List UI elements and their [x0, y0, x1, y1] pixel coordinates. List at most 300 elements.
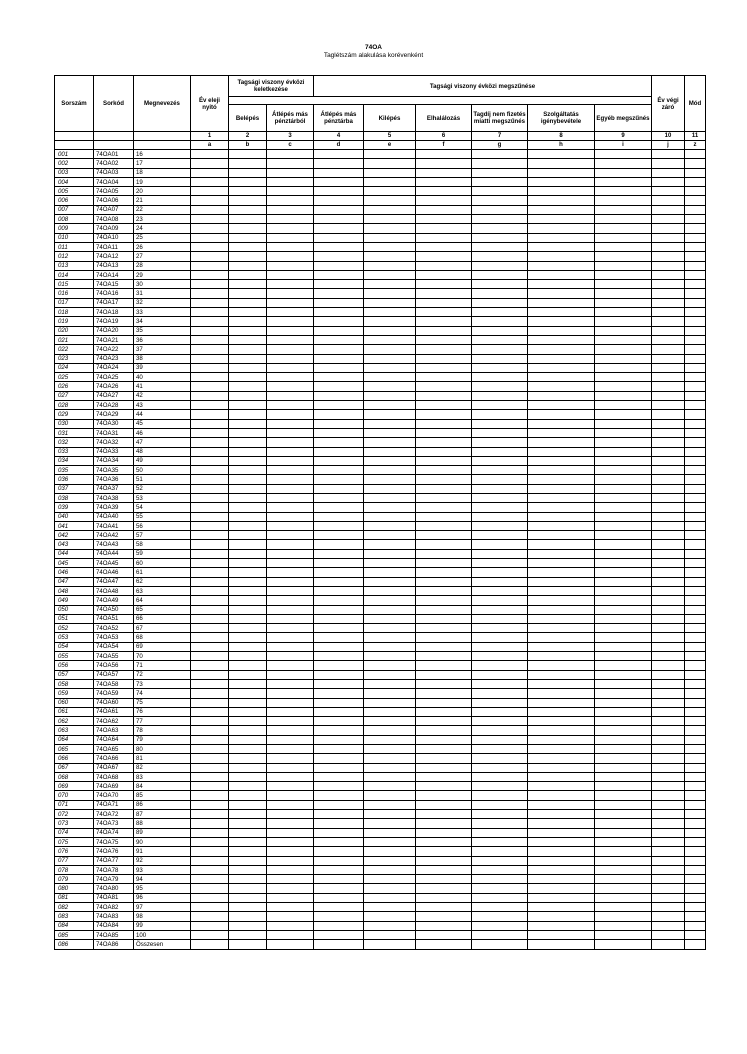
data-cell[interactable] [364, 652, 416, 661]
data-cell[interactable] [364, 754, 416, 763]
data-cell[interactable] [595, 373, 652, 382]
data-cell[interactable] [314, 624, 364, 633]
data-cell[interactable] [528, 884, 595, 893]
data-cell[interactable] [267, 912, 314, 921]
data-cell[interactable] [191, 577, 229, 586]
data-cell[interactable] [229, 503, 267, 512]
data-cell[interactable] [685, 745, 706, 754]
data-cell[interactable] [416, 847, 472, 856]
data-cell[interactable] [472, 438, 528, 447]
data-cell[interactable] [472, 847, 528, 856]
data-cell[interactable] [685, 187, 706, 196]
data-cell[interactable] [364, 605, 416, 614]
data-cell[interactable] [314, 717, 364, 726]
data-cell[interactable] [191, 856, 229, 865]
data-cell[interactable] [528, 624, 595, 633]
data-cell[interactable] [314, 428, 364, 437]
data-cell[interactable] [472, 893, 528, 902]
data-cell[interactable] [528, 596, 595, 605]
data-cell[interactable] [229, 540, 267, 549]
data-cell[interactable] [364, 884, 416, 893]
data-cell[interactable] [416, 884, 472, 893]
data-cell[interactable] [595, 187, 652, 196]
data-cell[interactable] [416, 428, 472, 437]
data-cell[interactable] [685, 503, 706, 512]
data-cell[interactable] [364, 624, 416, 633]
data-cell[interactable] [267, 633, 314, 642]
data-cell[interactable] [267, 391, 314, 400]
data-cell[interactable] [191, 475, 229, 484]
data-cell[interactable] [364, 707, 416, 716]
data-cell[interactable] [314, 382, 364, 391]
data-cell[interactable] [685, 847, 706, 856]
data-cell[interactable] [364, 689, 416, 698]
data-cell[interactable] [229, 549, 267, 558]
data-cell[interactable] [364, 735, 416, 744]
data-cell[interactable] [416, 521, 472, 530]
data-cell[interactable] [652, 568, 685, 577]
data-cell[interactable] [528, 577, 595, 586]
data-cell[interactable] [267, 837, 314, 846]
data-cell[interactable] [685, 568, 706, 577]
data-cell[interactable] [191, 150, 229, 159]
data-cell[interactable] [191, 326, 229, 335]
data-cell[interactable] [364, 401, 416, 410]
data-cell[interactable] [267, 828, 314, 837]
data-cell[interactable] [191, 745, 229, 754]
data-cell[interactable] [191, 661, 229, 670]
data-cell[interactable] [685, 633, 706, 642]
data-cell[interactable] [685, 800, 706, 809]
data-cell[interactable] [267, 382, 314, 391]
data-cell[interactable] [191, 242, 229, 251]
data-cell[interactable] [472, 549, 528, 558]
data-cell[interactable] [416, 642, 472, 651]
data-cell[interactable] [595, 345, 652, 354]
data-cell[interactable] [229, 168, 267, 177]
data-cell[interactable] [528, 280, 595, 289]
data-cell[interactable] [314, 689, 364, 698]
data-cell[interactable] [191, 670, 229, 679]
data-cell[interactable] [652, 828, 685, 837]
data-cell[interactable] [685, 856, 706, 865]
data-cell[interactable] [314, 726, 364, 735]
data-cell[interactable] [191, 903, 229, 912]
data-cell[interactable] [364, 596, 416, 605]
data-cell[interactable] [416, 261, 472, 270]
data-cell[interactable] [191, 912, 229, 921]
data-cell[interactable] [652, 633, 685, 642]
data-cell[interactable] [229, 782, 267, 791]
data-cell[interactable] [267, 717, 314, 726]
data-cell[interactable] [528, 754, 595, 763]
data-cell[interactable] [595, 215, 652, 224]
data-cell[interactable] [416, 828, 472, 837]
data-cell[interactable] [685, 735, 706, 744]
data-cell[interactable] [685, 698, 706, 707]
data-cell[interactable] [652, 614, 685, 623]
data-cell[interactable] [416, 698, 472, 707]
data-cell[interactable] [267, 326, 314, 335]
data-cell[interactable] [528, 893, 595, 902]
data-cell[interactable] [191, 940, 229, 949]
data-cell[interactable] [267, 754, 314, 763]
data-cell[interactable] [685, 168, 706, 177]
data-cell[interactable] [364, 521, 416, 530]
data-cell[interactable] [267, 150, 314, 159]
data-cell[interactable] [652, 456, 685, 465]
data-cell[interactable] [364, 930, 416, 939]
data-cell[interactable] [685, 419, 706, 428]
data-cell[interactable] [364, 549, 416, 558]
data-cell[interactable] [685, 819, 706, 828]
data-cell[interactable] [472, 270, 528, 279]
data-cell[interactable] [364, 670, 416, 679]
data-cell[interactable] [528, 921, 595, 930]
data-cell[interactable] [364, 410, 416, 419]
data-cell[interactable] [229, 875, 267, 884]
data-cell[interactable] [229, 893, 267, 902]
data-cell[interactable] [191, 261, 229, 270]
data-cell[interactable] [267, 605, 314, 614]
data-cell[interactable] [314, 317, 364, 326]
data-cell[interactable] [652, 354, 685, 363]
data-cell[interactable] [652, 893, 685, 902]
data-cell[interactable] [595, 652, 652, 661]
data-cell[interactable] [472, 308, 528, 317]
data-cell[interactable] [472, 345, 528, 354]
data-cell[interactable] [364, 679, 416, 688]
data-cell[interactable] [229, 531, 267, 540]
data-cell[interactable] [314, 354, 364, 363]
data-cell[interactable] [229, 205, 267, 214]
data-cell[interactable] [595, 772, 652, 781]
data-cell[interactable] [267, 261, 314, 270]
data-cell[interactable] [528, 159, 595, 168]
data-cell[interactable] [267, 298, 314, 307]
data-cell[interactable] [229, 401, 267, 410]
data-cell[interactable] [472, 865, 528, 874]
data-cell[interactable] [685, 363, 706, 372]
data-cell[interactable] [267, 782, 314, 791]
data-cell[interactable] [314, 475, 364, 484]
data-cell[interactable] [528, 856, 595, 865]
data-cell[interactable] [267, 670, 314, 679]
data-cell[interactable] [685, 596, 706, 605]
data-cell[interactable] [314, 401, 364, 410]
data-cell[interactable] [528, 707, 595, 716]
data-cell[interactable] [685, 912, 706, 921]
data-cell[interactable] [416, 633, 472, 642]
data-cell[interactable] [595, 401, 652, 410]
data-cell[interactable] [229, 559, 267, 568]
data-cell[interactable] [191, 791, 229, 800]
data-cell[interactable] [685, 215, 706, 224]
data-cell[interactable] [267, 707, 314, 716]
data-cell[interactable] [595, 326, 652, 335]
data-cell[interactable] [267, 475, 314, 484]
data-cell[interactable] [472, 428, 528, 437]
data-cell[interactable] [314, 261, 364, 270]
data-cell[interactable] [314, 903, 364, 912]
data-cell[interactable] [267, 893, 314, 902]
data-cell[interactable] [416, 540, 472, 549]
data-cell[interactable] [314, 679, 364, 688]
data-cell[interactable] [595, 735, 652, 744]
data-cell[interactable] [229, 642, 267, 651]
data-cell[interactable] [472, 298, 528, 307]
data-cell[interactable] [472, 261, 528, 270]
data-cell[interactable] [652, 745, 685, 754]
data-cell[interactable] [416, 354, 472, 363]
data-cell[interactable] [364, 642, 416, 651]
data-cell[interactable] [267, 856, 314, 865]
data-cell[interactable] [652, 726, 685, 735]
data-cell[interactable] [472, 745, 528, 754]
data-cell[interactable] [528, 726, 595, 735]
data-cell[interactable] [472, 187, 528, 196]
data-cell[interactable] [229, 447, 267, 456]
data-cell[interactable] [267, 177, 314, 186]
data-cell[interactable] [528, 559, 595, 568]
data-cell[interactable] [595, 317, 652, 326]
data-cell[interactable] [472, 577, 528, 586]
data-cell[interactable] [416, 586, 472, 595]
data-cell[interactable] [595, 298, 652, 307]
data-cell[interactable] [267, 456, 314, 465]
data-cell[interactable] [416, 215, 472, 224]
data-cell[interactable] [416, 614, 472, 623]
data-cell[interactable] [267, 735, 314, 744]
data-cell[interactable] [652, 800, 685, 809]
data-cell[interactable] [685, 577, 706, 586]
data-cell[interactable] [191, 503, 229, 512]
data-cell[interactable] [364, 493, 416, 502]
data-cell[interactable] [528, 865, 595, 874]
data-cell[interactable] [652, 782, 685, 791]
data-cell[interactable] [528, 586, 595, 595]
data-cell[interactable] [652, 763, 685, 772]
data-cell[interactable] [528, 717, 595, 726]
data-cell[interactable] [652, 298, 685, 307]
data-cell[interactable] [528, 912, 595, 921]
data-cell[interactable] [416, 410, 472, 419]
data-cell[interactable] [685, 205, 706, 214]
data-cell[interactable] [416, 438, 472, 447]
data-cell[interactable] [416, 735, 472, 744]
data-cell[interactable] [652, 150, 685, 159]
data-cell[interactable] [685, 456, 706, 465]
data-cell[interactable] [364, 252, 416, 261]
data-cell[interactable] [595, 893, 652, 902]
data-cell[interactable] [267, 205, 314, 214]
data-cell[interactable] [229, 624, 267, 633]
data-cell[interactable] [314, 503, 364, 512]
data-cell[interactable] [416, 187, 472, 196]
data-cell[interactable] [685, 308, 706, 317]
data-cell[interactable] [685, 707, 706, 716]
data-cell[interactable] [595, 503, 652, 512]
data-cell[interactable] [364, 503, 416, 512]
data-cell[interactable] [652, 159, 685, 168]
data-cell[interactable] [364, 893, 416, 902]
data-cell[interactable] [416, 763, 472, 772]
data-cell[interactable] [528, 215, 595, 224]
data-cell[interactable] [595, 782, 652, 791]
data-cell[interactable] [314, 800, 364, 809]
data-cell[interactable] [229, 308, 267, 317]
data-cell[interactable] [229, 903, 267, 912]
data-cell[interactable] [314, 326, 364, 335]
data-cell[interactable] [528, 614, 595, 623]
data-cell[interactable] [191, 652, 229, 661]
data-cell[interactable] [191, 614, 229, 623]
data-cell[interactable] [229, 428, 267, 437]
data-cell[interactable] [685, 475, 706, 484]
data-cell[interactable] [528, 661, 595, 670]
data-cell[interactable] [528, 428, 595, 437]
data-cell[interactable] [267, 410, 314, 419]
data-cell[interactable] [416, 568, 472, 577]
data-cell[interactable] [595, 763, 652, 772]
data-cell[interactable] [472, 568, 528, 577]
data-cell[interactable] [416, 466, 472, 475]
data-cell[interactable] [267, 596, 314, 605]
data-cell[interactable] [685, 540, 706, 549]
data-cell[interactable] [595, 605, 652, 614]
data-cell[interactable] [314, 596, 364, 605]
data-cell[interactable] [191, 819, 229, 828]
data-cell[interactable] [364, 280, 416, 289]
data-cell[interactable] [652, 930, 685, 939]
data-cell[interactable] [595, 624, 652, 633]
data-cell[interactable] [472, 717, 528, 726]
data-cell[interactable] [191, 187, 229, 196]
data-cell[interactable] [229, 763, 267, 772]
data-cell[interactable] [652, 754, 685, 763]
data-cell[interactable] [685, 605, 706, 614]
data-cell[interactable] [685, 177, 706, 186]
data-cell[interactable] [595, 745, 652, 754]
data-cell[interactable] [314, 884, 364, 893]
data-cell[interactable] [472, 150, 528, 159]
data-cell[interactable] [528, 168, 595, 177]
data-cell[interactable] [528, 308, 595, 317]
data-cell[interactable] [685, 354, 706, 363]
data-cell[interactable] [267, 559, 314, 568]
data-cell[interactable] [652, 837, 685, 846]
data-cell[interactable] [416, 810, 472, 819]
data-cell[interactable] [685, 382, 706, 391]
data-cell[interactable] [685, 531, 706, 540]
data-cell[interactable] [267, 252, 314, 261]
data-cell[interactable] [528, 261, 595, 270]
data-cell[interactable] [364, 763, 416, 772]
data-cell[interactable] [652, 772, 685, 781]
data-cell[interactable] [267, 335, 314, 344]
data-cell[interactable] [364, 270, 416, 279]
data-cell[interactable] [229, 633, 267, 642]
data-cell[interactable] [685, 242, 706, 251]
data-cell[interactable] [528, 317, 595, 326]
data-cell[interactable] [229, 373, 267, 382]
data-cell[interactable] [595, 707, 652, 716]
data-cell[interactable] [652, 252, 685, 261]
data-cell[interactable] [191, 800, 229, 809]
data-cell[interactable] [652, 791, 685, 800]
data-cell[interactable] [191, 754, 229, 763]
data-cell[interactable] [595, 456, 652, 465]
data-cell[interactable] [685, 335, 706, 344]
data-cell[interactable] [364, 447, 416, 456]
data-cell[interactable] [229, 707, 267, 716]
data-cell[interactable] [314, 930, 364, 939]
data-cell[interactable] [416, 782, 472, 791]
data-cell[interactable] [685, 865, 706, 874]
data-cell[interactable] [595, 633, 652, 642]
data-cell[interactable] [364, 419, 416, 428]
data-cell[interactable] [595, 159, 652, 168]
data-cell[interactable] [472, 456, 528, 465]
data-cell[interactable] [314, 865, 364, 874]
data-cell[interactable] [229, 810, 267, 819]
data-cell[interactable] [191, 215, 229, 224]
data-cell[interactable] [229, 233, 267, 242]
data-cell[interactable] [314, 335, 364, 344]
data-cell[interactable] [229, 187, 267, 196]
data-cell[interactable] [595, 280, 652, 289]
data-cell[interactable] [528, 837, 595, 846]
data-cell[interactable] [595, 549, 652, 558]
data-cell[interactable] [229, 652, 267, 661]
data-cell[interactable] [267, 614, 314, 623]
data-cell[interactable] [528, 196, 595, 205]
data-cell[interactable] [229, 921, 267, 930]
data-cell[interactable] [416, 205, 472, 214]
data-cell[interactable] [416, 596, 472, 605]
data-cell[interactable] [416, 150, 472, 159]
data-cell[interactable] [685, 512, 706, 521]
data-cell[interactable] [472, 930, 528, 939]
data-cell[interactable] [595, 484, 652, 493]
data-cell[interactable] [267, 930, 314, 939]
data-cell[interactable] [191, 447, 229, 456]
data-cell[interactable] [652, 679, 685, 688]
data-cell[interactable] [229, 679, 267, 688]
data-cell[interactable] [416, 577, 472, 586]
data-cell[interactable] [267, 484, 314, 493]
data-cell[interactable] [229, 837, 267, 846]
data-cell[interactable] [685, 447, 706, 456]
data-cell[interactable] [416, 754, 472, 763]
data-cell[interactable] [364, 475, 416, 484]
data-cell[interactable] [364, 772, 416, 781]
data-cell[interactable] [685, 791, 706, 800]
data-cell[interactable] [416, 903, 472, 912]
data-cell[interactable] [364, 224, 416, 233]
data-cell[interactable] [416, 503, 472, 512]
data-cell[interactable] [191, 521, 229, 530]
data-cell[interactable] [416, 605, 472, 614]
data-cell[interactable] [314, 345, 364, 354]
data-cell[interactable] [595, 391, 652, 400]
data-cell[interactable] [652, 177, 685, 186]
data-cell[interactable] [472, 233, 528, 242]
data-cell[interactable] [229, 605, 267, 614]
data-cell[interactable] [472, 679, 528, 688]
data-cell[interactable] [229, 196, 267, 205]
data-cell[interactable] [416, 401, 472, 410]
